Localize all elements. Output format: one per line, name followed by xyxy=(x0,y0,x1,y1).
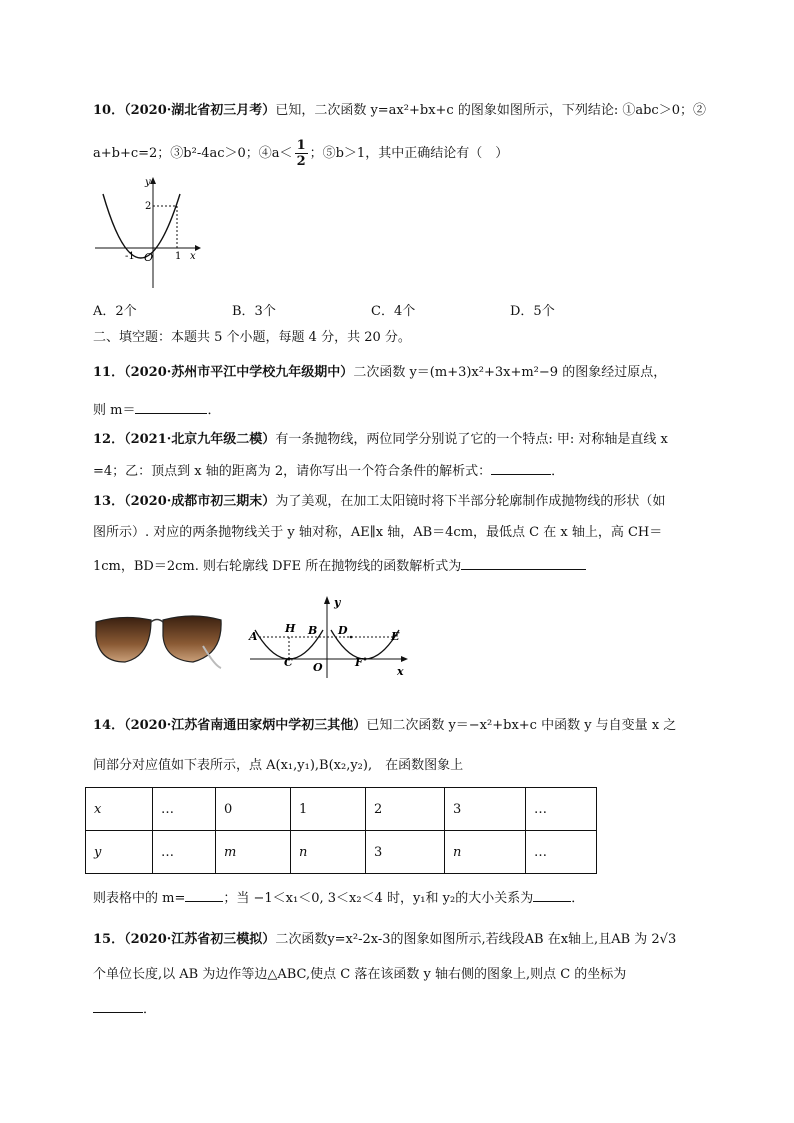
q10-frac-num: 1 xyxy=(296,138,306,153)
q13-label-e: E xyxy=(391,630,400,643)
q13-label-x: x xyxy=(397,665,404,678)
q15-line1 xyxy=(93,930,713,950)
q13-label-a: A xyxy=(249,630,258,643)
q11-text2: 则 m＝ xyxy=(93,403,136,418)
section-2-heading: 二、填空题：本题共 5 个小题，每题 4 分，共 20 分。 xyxy=(93,330,411,345)
q11-source: （2020·苏州市平江中学校九年级期中） xyxy=(124,365,354,380)
q15-tail: ． xyxy=(143,1002,157,1017)
q13-label-f: F xyxy=(355,656,363,669)
q13-point-mid xyxy=(350,636,353,639)
q15-source: （2020·江苏省初三模拟） xyxy=(124,932,276,947)
q14-text1: 已知二次函数 y＝−x²+bx+c 中函数 y 与自变量 x 之 xyxy=(366,718,677,733)
q12-answer-blank[interactable] xyxy=(491,460,551,475)
table-cell: 3 xyxy=(366,831,445,874)
q10-label-x: x xyxy=(190,251,196,262)
q14-text3b: ；当 −1＜x₁＜0, 3＜x₂＜4 时，y₁和 y₂的大小关系为 xyxy=(223,891,534,906)
q15-line3 xyxy=(93,998,713,1020)
table-cell: 0 xyxy=(216,788,291,831)
q13-text2: 图所示）. 对应的两条抛物线关于 y 轴对称，AE∥x 轴，AB＝4cm，最低点 C 在 x 轴上，高 CH＝ xyxy=(93,525,663,540)
table-cell: … xyxy=(153,788,216,831)
table-row xyxy=(86,788,597,831)
q14-text3a: 则表格中的 m= xyxy=(93,891,186,906)
q13-text1: 为了美观，在加工太阳镜时将下半部分轮廓制作成抛物线的形状（如 xyxy=(275,494,666,509)
q15-text1: 二次函数y=x²-2x-3的图象如图所示,若线段AB 在x轴上,且AB 为 2 xyxy=(275,932,660,947)
q15-line2 xyxy=(93,965,713,985)
q13-answer-blank[interactable] xyxy=(461,555,586,570)
q14-source: （2020·江苏省南通田家炳中学初三其他） xyxy=(124,718,367,733)
q10-label-origin: O xyxy=(144,251,154,264)
table-cell: 3 xyxy=(445,788,526,831)
q14-line3 xyxy=(93,887,713,909)
q13-label-h: H xyxy=(285,622,296,635)
q13-label-c: C xyxy=(284,656,293,669)
q10-fraction xyxy=(295,138,308,169)
bridge xyxy=(151,620,163,623)
table-row xyxy=(86,831,597,874)
table-cell: n xyxy=(445,831,526,874)
q10-text2b: ；⑤b＞1，其中正确结论有（ ） xyxy=(309,146,509,161)
table-cell: … xyxy=(153,831,216,874)
q10-label-two: 2 xyxy=(145,201,152,212)
q10-text2a: a+b+c=2；③b²-4ac＞0；④a＜ xyxy=(93,146,293,161)
q10-text1: 已知，二次函数 y=ax²+bx+c 的图象如图所示，下列结论: ①abc＞0；② xyxy=(275,103,706,118)
q13-line1 xyxy=(93,492,713,512)
q10-option-d: D．5个 xyxy=(510,304,555,319)
q13-y-arrow xyxy=(324,596,330,604)
q13-text3: 1cm，BD＝2cm. 则右轮廓线 DFE 所在抛物线的函数解析式为 xyxy=(93,559,462,574)
right-lens xyxy=(163,616,221,662)
table-cell: 1 xyxy=(291,788,366,831)
q10-label-y: y xyxy=(145,177,151,188)
q10-label-one: 1 xyxy=(175,251,182,262)
q10-parabola-graph xyxy=(95,172,210,290)
q14-answer-blank-compare[interactable] xyxy=(533,887,571,902)
q13-line2 xyxy=(93,523,713,543)
q15-sqrt: √3 xyxy=(659,932,677,947)
q10-y-arrow xyxy=(150,177,156,184)
q10-option-a: A．2个 xyxy=(93,304,137,319)
table-cell: m xyxy=(216,831,291,874)
q14-tail: ． xyxy=(571,891,585,906)
q11-line2 xyxy=(93,399,713,421)
q10-source: （2020·湖北省初三月考） xyxy=(124,103,276,118)
q12-source: （2021·北京九年级二模） xyxy=(124,432,276,447)
q11-tail: ． xyxy=(207,403,221,418)
q10-x-arrow xyxy=(195,245,201,251)
q13-x-arrow xyxy=(401,656,408,662)
sunglasses-image xyxy=(93,606,225,670)
q10-frac-den: 2 xyxy=(296,154,306,169)
table-cell: n xyxy=(291,831,366,874)
q12-text1: 有一条抛物线，两位同学分别说了它的一个特点: 甲: 对称轴是直线 x xyxy=(275,432,668,447)
q13-label-d: D xyxy=(338,624,348,637)
q15-number: 15． xyxy=(93,932,125,947)
q13-label-b: B xyxy=(308,624,318,637)
q10-option-b: B．3个 xyxy=(232,304,276,319)
q14-line2 xyxy=(93,756,713,776)
q12-number: 12． xyxy=(93,432,125,447)
q14-number: 14． xyxy=(93,718,125,733)
q14-answer-blank-m[interactable] xyxy=(185,887,223,902)
q13-number: 13． xyxy=(93,494,125,509)
q10-line1 xyxy=(93,101,713,121)
q12-tail: ． xyxy=(551,464,565,479)
q15-text2: 个单位长度,以 AB 为边作等边△ABC,使点 C 落在该函数 y 轴右侧的图象上,则点 C 的坐标为 xyxy=(93,967,627,982)
q13-parabola-graph xyxy=(245,592,415,680)
q12-text2: =4；乙：顶点到 x 轴的距离为 2，请你写出一个符合条件的解析式： xyxy=(93,464,492,479)
q11-answer-blank[interactable] xyxy=(135,399,207,414)
table-cell: 2 xyxy=(366,788,445,831)
q10-label-neg-one: -1 xyxy=(125,251,135,262)
q13-point-f xyxy=(364,658,367,661)
q14-line1 xyxy=(93,716,713,736)
q15-answer-blank[interactable] xyxy=(93,998,143,1013)
q11-number: 11． xyxy=(93,365,125,380)
table-cell: y xyxy=(86,831,153,874)
q10-option-c: C．4个 xyxy=(371,304,416,319)
table-cell: … xyxy=(526,788,597,831)
q12-line1 xyxy=(93,430,713,450)
q12-line2 xyxy=(93,460,713,482)
q14-text2: 间部分对应值如下表所示，点 A(x₁,y₁),B(x₂,y₂), 在函数图象上 xyxy=(93,758,464,773)
table-cell: x xyxy=(86,788,153,831)
left-lens xyxy=(96,617,151,662)
q11-line1 xyxy=(93,363,713,383)
table-cell: … xyxy=(526,831,597,874)
q13-source: （2020·成都市初三期末） xyxy=(124,494,276,509)
q10-number: 10． xyxy=(93,103,125,118)
q11-text: 二次函数 y＝(m+3)x²+3x+m²−9 的图象经过原点， xyxy=(353,365,667,380)
q10-line2 xyxy=(93,138,713,169)
q13-line3 xyxy=(93,555,713,577)
q13-label-y: y xyxy=(334,596,341,609)
q13-label-o: O xyxy=(313,661,323,674)
q14-value-table xyxy=(85,787,597,874)
